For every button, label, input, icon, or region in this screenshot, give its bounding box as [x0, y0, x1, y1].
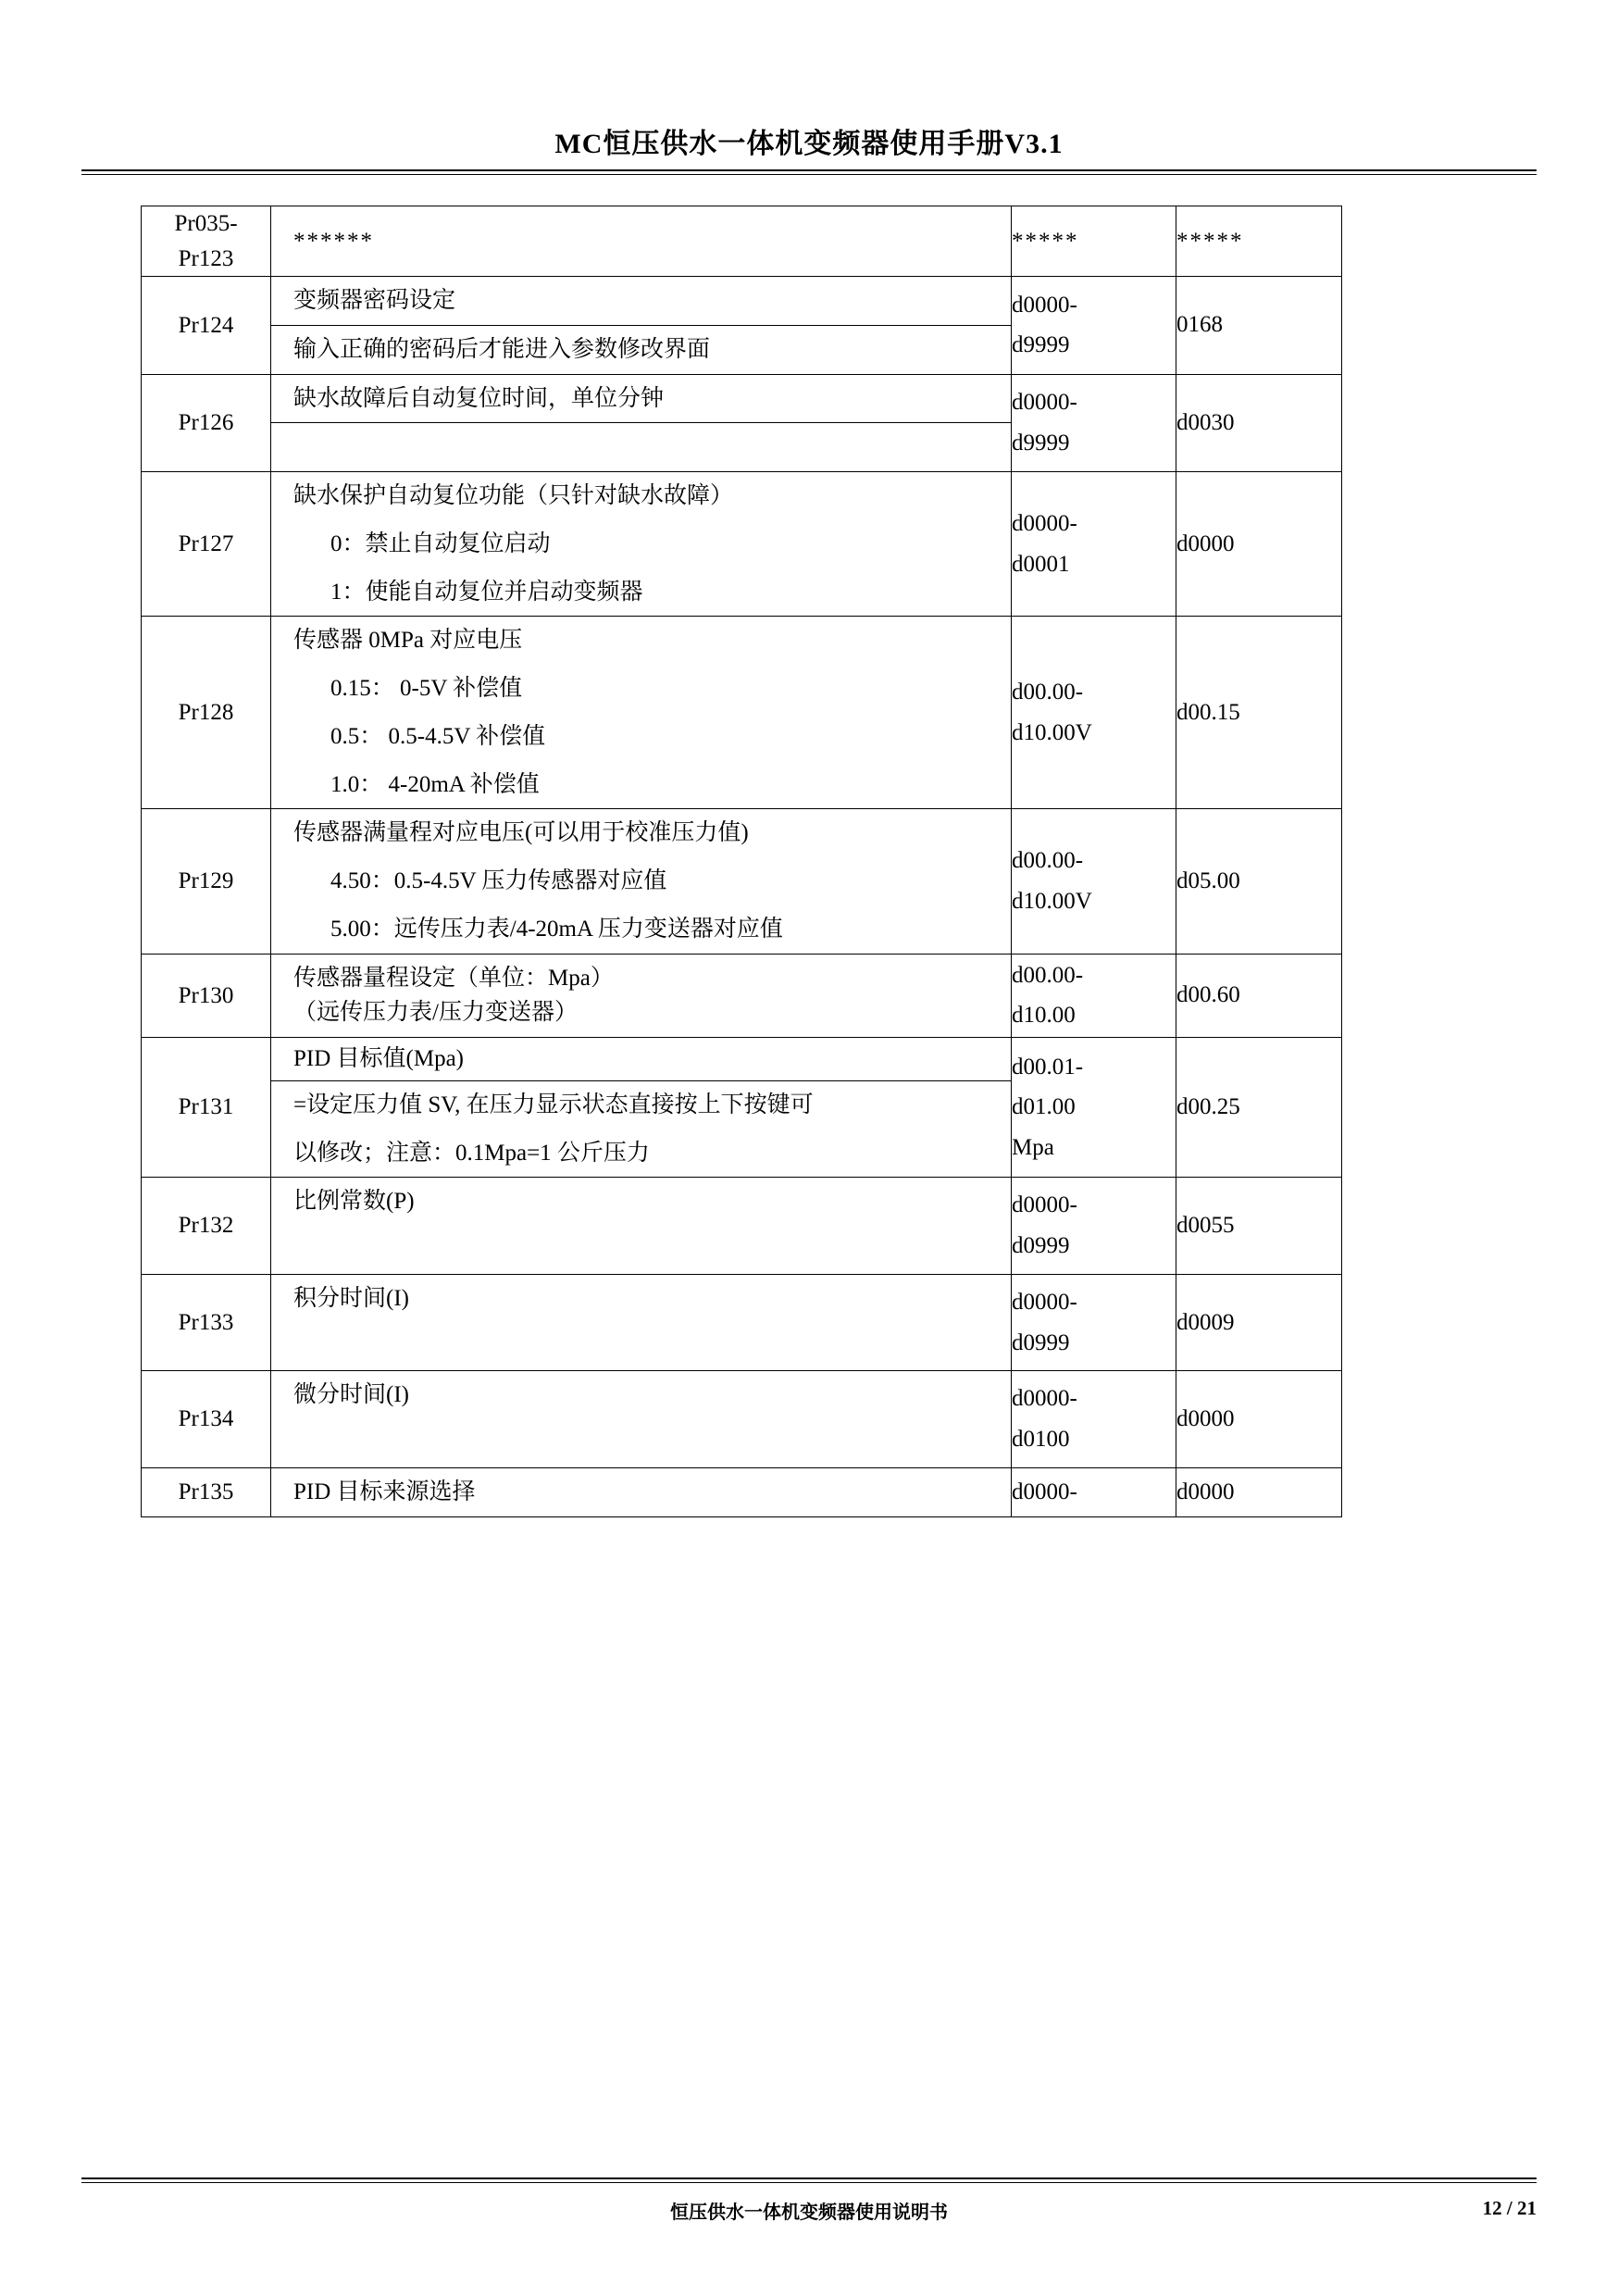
- param-range-cell: [1012, 1371, 1176, 1468]
- table-row: [142, 1038, 1342, 1178]
- table-row: [142, 1371, 1342, 1468]
- param-desc-line: 比例常数(P): [293, 1189, 415, 1215]
- param-desc-cell: [271, 954, 1012, 1038]
- param-range-line: d0000-: [1012, 1479, 1077, 1504]
- param-desc-cell: [271, 617, 1012, 809]
- param-code-cell: Pr130: [142, 954, 271, 1038]
- param-range-line: d10.00: [1012, 1003, 1076, 1029]
- param-code-line1: Pr035-: [174, 211, 238, 236]
- table-row: [142, 809, 1342, 954]
- param-code-cell: [142, 206, 271, 277]
- table-row: [142, 617, 1342, 809]
- param-default-cell: d0000: [1176, 1371, 1342, 1468]
- param-default-cell: d00.25: [1176, 1038, 1342, 1178]
- param-code-cell: Pr134: [142, 1371, 271, 1468]
- param-default-cell: d0000: [1176, 472, 1342, 617]
- param-range-line: d0000-: [1012, 1289, 1077, 1315]
- param-desc-cell: [271, 1274, 1012, 1371]
- param-default-cell: 0168: [1176, 277, 1342, 375]
- param-desc-line: [271, 1419, 1011, 1467]
- param-range-line: d0000-: [1012, 510, 1077, 536]
- param-range-cell: [1012, 954, 1176, 1038]
- table-row: [142, 1274, 1342, 1371]
- footer-title: 恒压供水一体机变频器使用说明书: [670, 2202, 948, 2223]
- table-row: [142, 472, 1342, 617]
- param-code-cell: Pr132: [142, 1178, 271, 1275]
- param-desc-line: 传感器量程设定（单位：Mpa）: [293, 965, 614, 991]
- param-range-line: d00.00-: [1012, 962, 1084, 988]
- table-row: [142, 1178, 1342, 1275]
- param-desc-line: 缺水故障后自动复位时间，单位分钟: [293, 385, 665, 411]
- page-header: [0, 120, 1618, 161]
- param-range-cell: [1012, 374, 1176, 472]
- param-default-value: *****: [1176, 228, 1244, 254]
- param-range-cell: [1012, 1178, 1176, 1275]
- param-desc-cell: [271, 809, 1012, 954]
- footer-divider: [81, 2177, 1537, 2183]
- param-default-cell: d0000: [1176, 1467, 1342, 1516]
- param-default-cell: d0055: [1176, 1178, 1342, 1275]
- param-range-cell: [1012, 809, 1176, 954]
- page-footer: [81, 2197, 1537, 2224]
- param-range-cell: [1012, 1467, 1176, 1516]
- header-divider: [81, 169, 1537, 175]
- param-range-line: *****: [1012, 228, 1079, 254]
- param-range-cell: [1012, 617, 1176, 809]
- param-default-cell: d00.60: [1176, 954, 1342, 1038]
- param-code-cell: Pr124: [142, 277, 271, 375]
- table-row: [142, 954, 1342, 1038]
- param-code-cell: Pr128: [142, 617, 271, 809]
- param-range-line: d01.00: [1012, 1094, 1076, 1120]
- param-range-line: d0999: [1012, 1233, 1070, 1258]
- param-range-cell: [1012, 472, 1176, 617]
- table-row: [142, 277, 1342, 375]
- param-range-line: d10.00V: [1012, 888, 1092, 914]
- param-desc-line: [271, 1323, 1011, 1371]
- param-desc-line: 以修改；注意：0.1Mpa=1 公斤压力: [293, 1140, 650, 1166]
- table-row: [142, 374, 1342, 472]
- param-desc-line: 0.15： 0-5V 补偿值: [330, 676, 523, 701]
- param-code-cell: Pr129: [142, 809, 271, 954]
- param-range-line: d00.01-: [1012, 1054, 1084, 1079]
- param-code-cell: Pr133: [142, 1274, 271, 1371]
- param-desc-line: 5.00：远传压力表/4-20mA 压力变送器对应值: [330, 916, 783, 942]
- param-range-line: d0000-: [1012, 292, 1077, 318]
- param-desc-line: 0.5： 0.5-4.5V 补偿值: [330, 723, 546, 749]
- param-desc-line: PID 目标值(Mpa): [293, 1046, 465, 1071]
- param-desc-cell: [271, 472, 1012, 617]
- param-range-line: d0100: [1012, 1427, 1070, 1452]
- param-default-cell: d0030: [1176, 374, 1342, 472]
- param-range-line: d0000-: [1012, 390, 1077, 415]
- param-desc-cell: [271, 206, 1012, 277]
- param-desc-line: 传感器 0MPa 对应电压: [293, 628, 523, 654]
- param-desc-line: [271, 422, 1011, 471]
- param-desc-cell: [271, 1371, 1012, 1468]
- param-desc-cell: [271, 1467, 1012, 1516]
- param-desc-cell: [271, 1178, 1012, 1275]
- param-desc-line: 微分时间(I): [293, 1382, 409, 1408]
- page-number: 12 / 21: [1482, 2197, 1537, 2219]
- param-code-cell: Pr127: [142, 472, 271, 617]
- param-range-cell: [1012, 1274, 1176, 1371]
- param-desc-line: 缺水保护自动复位功能（只针对缺水故障）: [293, 483, 734, 508]
- param-desc-cell: [271, 277, 1012, 375]
- param-range-line: d0001: [1012, 551, 1070, 577]
- param-desc-cell: [271, 374, 1012, 472]
- param-code-cell: Pr131: [142, 1038, 271, 1178]
- param-range-line: d0000-: [1012, 1192, 1077, 1218]
- param-desc-line: ******: [293, 228, 374, 254]
- param-desc-line: 1：使能自动复位并启动变频器: [330, 579, 643, 605]
- param-range-line: d0999: [1012, 1329, 1070, 1355]
- param-range-cell: [1012, 277, 1176, 375]
- header-title: MC恒压供水一体机变频器使用手册V3.1: [554, 129, 1064, 159]
- param-range-line: Mpa: [1012, 1135, 1054, 1160]
- param-desc-cell: [271, 1038, 1012, 1178]
- table-row: [142, 1467, 1342, 1516]
- param-range-line: d10.00V: [1012, 719, 1092, 745]
- param-code-cell: Pr126: [142, 374, 271, 472]
- param-desc-line: =设定压力值 SV, 在压力显示状态直接按上下按键可: [271, 1080, 1011, 1129]
- param-desc-line: 4.50：0.5-4.5V 压力传感器对应值: [330, 868, 667, 893]
- param-range-line: d00.00-: [1012, 848, 1084, 874]
- param-desc-line: 0：禁止自动复位启动: [330, 530, 551, 556]
- param-default-cell: d00.15: [1176, 617, 1342, 809]
- param-desc-line: （远传压力表/压力变送器）: [293, 1000, 578, 1026]
- param-range-cell: [1012, 1038, 1176, 1178]
- param-desc-line: 1.0： 4-20mA 补偿值: [330, 771, 540, 797]
- param-desc-line: 输入正确的密码后才能进入参数修改界面: [271, 325, 1011, 374]
- param-desc-line: [271, 1226, 1011, 1274]
- param-desc-line: 传感器满量程对应电压(可以用于校准压力值): [293, 820, 749, 846]
- param-default-cell: d0009: [1176, 1274, 1342, 1371]
- param-desc-line: 变频器密码设定: [293, 288, 456, 313]
- param-code-line2: Pr123: [178, 245, 234, 271]
- param-range-cell: [1012, 206, 1176, 277]
- param-default-cell: d05.00: [1176, 809, 1342, 954]
- param-range-line: d0000-: [1012, 1386, 1077, 1412]
- param-range-line: d9999: [1012, 332, 1070, 358]
- param-code-cell: Pr135: [142, 1467, 271, 1516]
- param-default-cell: [1176, 206, 1342, 277]
- param-range-line: d9999: [1012, 430, 1070, 455]
- param-range-line: d00.00-: [1012, 680, 1084, 705]
- parameter-table: [141, 206, 1342, 1517]
- param-desc-line: 积分时间(I): [293, 1285, 409, 1311]
- table-row: [142, 206, 1342, 277]
- param-desc-line: PID 目标来源选择: [293, 1479, 476, 1504]
